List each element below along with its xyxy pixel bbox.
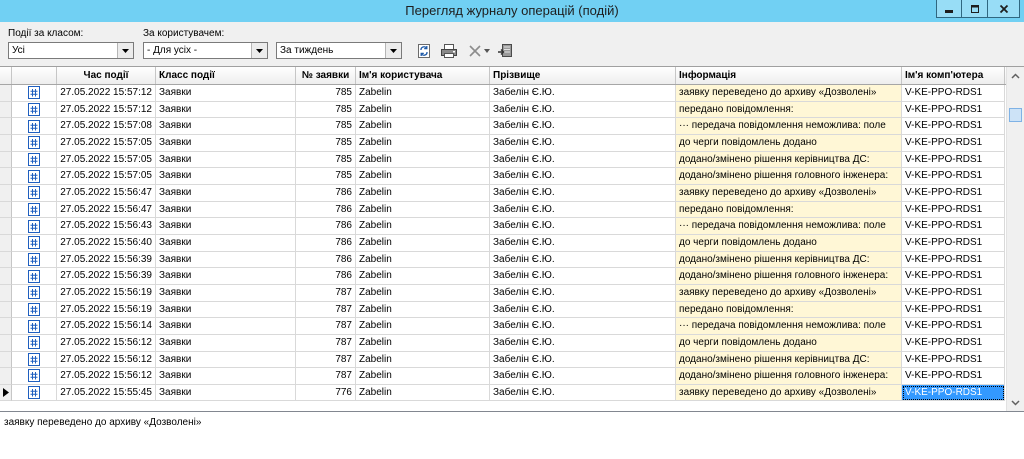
info-cell[interactable]: до черги повідомлень додано bbox=[676, 135, 902, 152]
class-cell[interactable]: Заявки bbox=[156, 168, 296, 185]
journal-entry-icon bbox=[28, 336, 40, 349]
row-icon-cell[interactable] bbox=[12, 152, 57, 169]
info-cell[interactable]: додано/змінено рішення головного інженера: bbox=[676, 368, 902, 385]
scroll-down-button[interactable] bbox=[1007, 394, 1024, 411]
user-name-cell[interactable]: Zabelin bbox=[356, 152, 490, 169]
computer-name-cell[interactable]: V-KE-PPO-RDS1 bbox=[902, 185, 1005, 202]
journal-entry-icon bbox=[28, 220, 40, 233]
info-cell[interactable]: передано повідомлення: bbox=[676, 302, 902, 319]
user-filter-select[interactable] bbox=[143, 42, 268, 59]
header-icon-cell bbox=[12, 67, 57, 84]
class-cell[interactable]: Заявки bbox=[156, 302, 296, 319]
table-row[interactable] bbox=[0, 302, 1006, 319]
computer-name-cell[interactable]: V-KE-PPO-RDS1 bbox=[902, 385, 1005, 402]
user-name-cell[interactable]: Zabelin bbox=[356, 235, 490, 252]
info-cell[interactable]: заявку переведено до архиву «Дозволені» bbox=[676, 185, 902, 202]
time-cell[interactable]: 27.05.2022 15:56:47 bbox=[57, 202, 156, 219]
table-row[interactable] bbox=[0, 268, 1006, 285]
row-icon-cell[interactable] bbox=[12, 252, 57, 269]
minimize-icon bbox=[944, 4, 954, 14]
events-grid[interactable] bbox=[0, 66, 1024, 411]
class-filter-select[interactable] bbox=[8, 42, 134, 59]
computer-name-cell[interactable]: V-KE-PPO-RDS1 bbox=[902, 285, 1005, 302]
row-icon-cell[interactable] bbox=[12, 235, 57, 252]
row-indicator[interactable] bbox=[0, 252, 12, 269]
chevron-down-icon bbox=[256, 49, 263, 53]
table-row[interactable] bbox=[0, 385, 1006, 402]
class-cell[interactable]: Заявки bbox=[156, 185, 296, 202]
computer-name-cell[interactable]: V-KE-PPO-RDS1 bbox=[902, 168, 1005, 185]
table-row[interactable] bbox=[0, 118, 1006, 135]
surname-cell[interactable]: Забелін Є.Ю. bbox=[490, 168, 676, 185]
table-row[interactable] bbox=[0, 185, 1006, 202]
class-cell[interactable]: Заявки bbox=[156, 368, 296, 385]
journal-entry-icon bbox=[28, 303, 40, 316]
journal-entry-icon bbox=[28, 270, 40, 283]
event-details-panel[interactable] bbox=[0, 411, 1024, 459]
close-icon bbox=[999, 4, 1009, 14]
table-row[interactable] bbox=[0, 335, 1006, 352]
surname-cell[interactable]: Забелін Є.Ю. bbox=[490, 318, 676, 335]
user-name-cell[interactable]: Zabelin bbox=[356, 268, 490, 285]
time-cell[interactable]: 27.05.2022 15:56:40 bbox=[57, 235, 156, 252]
row-indicator[interactable] bbox=[0, 335, 12, 352]
computer-name-cell[interactable]: V-KE-PPO-RDS1 bbox=[902, 318, 1005, 335]
user-name-cell[interactable]: Zabelin bbox=[356, 368, 490, 385]
chevron-down-icon bbox=[122, 49, 129, 53]
print-button[interactable] bbox=[439, 42, 458, 59]
time-cell[interactable]: 27.05.2022 15:57:08 bbox=[57, 118, 156, 135]
row-icon-cell[interactable] bbox=[12, 168, 57, 185]
request-number-cell[interactable]: 785 bbox=[296, 152, 356, 169]
row-icon-cell[interactable] bbox=[12, 285, 57, 302]
window-title: Перегляд журналу операцій (подій) bbox=[405, 3, 619, 18]
surname-cell[interactable]: Забелін Є.Ю. bbox=[490, 202, 676, 219]
row-indicator[interactable] bbox=[0, 218, 12, 235]
journal-entry-icon bbox=[28, 103, 40, 116]
user-filter-label: За користувачем: bbox=[143, 28, 225, 39]
info-cell[interactable]: додано/змінено рішення головного інженера: bbox=[676, 268, 902, 285]
surname-cell[interactable]: Забелін Є.Ю. bbox=[490, 102, 676, 119]
row-icon-cell[interactable] bbox=[12, 185, 57, 202]
class-cell[interactable]: Заявки bbox=[156, 318, 296, 335]
table-row[interactable] bbox=[0, 135, 1006, 152]
class-cell[interactable]: Заявки bbox=[156, 218, 296, 235]
class-cell[interactable]: Заявки bbox=[156, 352, 296, 369]
table-row[interactable] bbox=[0, 202, 1006, 219]
row-icon-cell[interactable] bbox=[12, 302, 57, 319]
surname-cell[interactable]: Забелін Є.Ю. bbox=[490, 302, 676, 319]
time-cell[interactable]: 27.05.2022 15:56:39 bbox=[57, 252, 156, 269]
request-number-cell[interactable]: 787 bbox=[296, 285, 356, 302]
table-row[interactable] bbox=[0, 218, 1006, 235]
table-row[interactable] bbox=[0, 352, 1006, 369]
computer-name-cell[interactable]: V-KE-PPO-RDS1 bbox=[902, 85, 1005, 102]
row-indicator[interactable] bbox=[0, 368, 12, 385]
chevron-down-icon bbox=[1011, 400, 1020, 406]
chevron-down-icon bbox=[390, 49, 397, 53]
computer-name-cell[interactable]: V-KE-PPO-RDS1 bbox=[902, 302, 1005, 319]
time-cell[interactable]: 27.05.2022 15:56:19 bbox=[57, 285, 156, 302]
request-number-cell[interactable]: 787 bbox=[296, 352, 356, 369]
user-name-cell[interactable]: Zabelin bbox=[356, 352, 490, 369]
info-cell[interactable]: заявку переведено до архиву «Дозволені» bbox=[676, 285, 902, 302]
row-indicator[interactable] bbox=[0, 302, 12, 319]
column-header-request-number[interactable]: № заявки bbox=[296, 67, 356, 84]
table-row[interactable] bbox=[0, 318, 1006, 335]
info-cell[interactable]: заявку переведено до архиву «Дозволені» bbox=[676, 385, 902, 402]
surname-cell[interactable]: Забелін Є.Ю. bbox=[490, 118, 676, 135]
print-icon bbox=[440, 43, 458, 59]
row-icon-cell[interactable] bbox=[12, 202, 57, 219]
grid-body bbox=[0, 85, 1006, 401]
grid-header bbox=[0, 67, 1006, 85]
chevron-down-icon bbox=[484, 49, 490, 53]
user-name-cell[interactable]: Zabelin bbox=[356, 118, 490, 135]
row-indicator[interactable] bbox=[0, 168, 12, 185]
period-filter-dropdown-button[interactable] bbox=[385, 43, 401, 58]
minimize-button[interactable] bbox=[936, 0, 962, 18]
journal-entry-icon bbox=[28, 386, 40, 399]
request-number-cell[interactable]: 787 bbox=[296, 318, 356, 335]
user-name-cell[interactable]: Zabelin bbox=[356, 218, 490, 235]
info-cell[interactable]: додано/змінено рішення керівництва ДС: bbox=[676, 152, 902, 169]
user-name-cell[interactable]: Zabelin bbox=[356, 168, 490, 185]
row-icon-cell[interactable] bbox=[12, 135, 57, 152]
delete-button[interactable] bbox=[466, 42, 492, 59]
info-cell[interactable]: заявку переведено до архиву «Дозволені» bbox=[676, 85, 902, 102]
row-indicator[interactable] bbox=[0, 185, 12, 202]
class-filter-label: Події за класом: bbox=[8, 28, 84, 39]
time-cell[interactable]: 27.05.2022 15:56:12 bbox=[57, 368, 156, 385]
computer-name-cell[interactable]: V-KE-PPO-RDS1 bbox=[902, 335, 1005, 352]
time-cell[interactable]: 27.05.2022 15:55:45 bbox=[57, 385, 156, 402]
surname-cell[interactable]: Забелін Є.Ю. bbox=[490, 252, 676, 269]
table-row[interactable] bbox=[0, 252, 1006, 269]
computer-name-cell[interactable]: V-KE-PPO-RDS1 bbox=[902, 152, 1005, 169]
journal-entry-icon bbox=[28, 236, 40, 249]
computer-name-cell[interactable]: V-KE-PPO-RDS1 bbox=[902, 118, 1005, 135]
time-cell[interactable]: 27.05.2022 15:56:19 bbox=[57, 302, 156, 319]
user-name-cell[interactable]: Zabelin bbox=[356, 185, 490, 202]
journal-entry-icon bbox=[28, 320, 40, 333]
user-name-cell[interactable]: Zabelin bbox=[356, 335, 490, 352]
journal-entry-icon bbox=[28, 253, 40, 266]
title-bar[interactable] bbox=[0, 0, 1024, 22]
row-icon-cell[interactable] bbox=[12, 352, 57, 369]
user-filter-dropdown-button[interactable] bbox=[251, 43, 267, 58]
request-number-cell[interactable]: 785 bbox=[296, 102, 356, 119]
time-cell[interactable]: 27.05.2022 15:56:39 bbox=[57, 268, 156, 285]
journal-entry-icon bbox=[28, 286, 40, 299]
maximize-icon bbox=[970, 4, 980, 14]
journal-entry-icon bbox=[28, 186, 40, 199]
time-cell[interactable]: 27.05.2022 15:57:05 bbox=[57, 168, 156, 185]
row-icon-cell[interactable] bbox=[12, 85, 57, 102]
chevron-up-icon bbox=[1011, 73, 1020, 79]
time-cell[interactable]: 27.05.2022 15:56:14 bbox=[57, 318, 156, 335]
scrollbar-thumb[interactable] bbox=[1009, 108, 1022, 122]
header-indicator-cell bbox=[0, 67, 12, 84]
request-number-cell[interactable]: 786 bbox=[296, 235, 356, 252]
surname-cell[interactable]: Забелін Є.Ю. bbox=[490, 335, 676, 352]
table-row[interactable] bbox=[0, 285, 1006, 302]
info-cell[interactable]: ··· передача повідомлення неможлива: поле bbox=[676, 318, 902, 335]
computer-name-cell[interactable]: V-KE-PPO-RDS1 bbox=[902, 268, 1005, 285]
row-icon-cell[interactable] bbox=[12, 102, 57, 119]
info-cell[interactable]: ··· передача повідомлення неможлива: поле bbox=[676, 118, 902, 135]
row-indicator[interactable] bbox=[0, 152, 12, 169]
column-header-user-name[interactable]: Ім'я користувача bbox=[356, 67, 490, 84]
request-number-cell[interactable]: 785 bbox=[296, 118, 356, 135]
export-button[interactable] bbox=[496, 42, 514, 59]
time-cell[interactable]: 27.05.2022 15:57:12 bbox=[57, 85, 156, 102]
time-cell[interactable]: 27.05.2022 15:56:43 bbox=[57, 218, 156, 235]
table-row[interactable] bbox=[0, 368, 1006, 385]
row-indicator[interactable] bbox=[0, 268, 12, 285]
class-cell[interactable]: Заявки bbox=[156, 385, 296, 402]
surname-cell[interactable]: Забелін Є.Ю. bbox=[490, 268, 676, 285]
row-icon-cell[interactable] bbox=[12, 335, 57, 352]
surname-cell[interactable]: Забелін Є.Ю. bbox=[490, 235, 676, 252]
row-indicator[interactable] bbox=[0, 102, 12, 119]
delete-icon bbox=[468, 44, 482, 58]
class-cell[interactable]: Заявки bbox=[156, 202, 296, 219]
journal-entry-icon bbox=[28, 86, 40, 99]
request-number-cell[interactable]: 776 bbox=[296, 385, 356, 402]
class-cell[interactable]: Заявки bbox=[156, 235, 296, 252]
computer-name-cell[interactable]: V-KE-PPO-RDS1 bbox=[902, 235, 1005, 252]
request-number-cell[interactable]: 785 bbox=[296, 85, 356, 102]
journal-entry-icon bbox=[28, 353, 40, 366]
maximize-button[interactable] bbox=[962, 0, 988, 18]
class-cell[interactable]: Заявки bbox=[156, 285, 296, 302]
scroll-up-button[interactable] bbox=[1007, 67, 1024, 84]
refresh-button[interactable] bbox=[415, 42, 433, 59]
grid-vertical-scrollbar[interactable] bbox=[1006, 67, 1024, 411]
info-cell[interactable]: ··· передача повідомлення неможлива: поле bbox=[676, 218, 902, 235]
user-name-cell[interactable]: Zabelin bbox=[356, 318, 490, 335]
surname-cell[interactable]: Забелін Є.Ю. bbox=[490, 218, 676, 235]
request-number-cell[interactable]: 786 bbox=[296, 202, 356, 219]
computer-name-cell[interactable]: V-KE-PPO-RDS1 bbox=[902, 202, 1005, 219]
request-number-cell[interactable]: 785 bbox=[296, 135, 356, 152]
row-indicator[interactable] bbox=[0, 135, 12, 152]
class-cell[interactable]: Заявки bbox=[156, 268, 296, 285]
surname-cell[interactable]: Забелін Є.Ю. bbox=[490, 85, 676, 102]
computer-name-cell[interactable]: V-KE-PPO-RDS1 bbox=[902, 135, 1005, 152]
request-number-cell[interactable]: 787 bbox=[296, 302, 356, 319]
row-indicator[interactable] bbox=[0, 85, 12, 102]
user-filter-value: - Для усіх - bbox=[147, 45, 198, 56]
computer-name-cell[interactable]: V-KE-PPO-RDS1 bbox=[902, 218, 1005, 235]
surname-cell[interactable]: Забелін Є.Ю. bbox=[490, 152, 676, 169]
period-filter-select[interactable] bbox=[276, 42, 402, 59]
class-cell[interactable]: Заявки bbox=[156, 85, 296, 102]
info-cell[interactable]: додано/змінено рішення керівництва ДС: bbox=[676, 252, 902, 269]
period-filter-value: За тиждень bbox=[280, 45, 334, 56]
request-number-cell[interactable]: 785 bbox=[296, 168, 356, 185]
request-number-cell[interactable]: 787 bbox=[296, 335, 356, 352]
computer-name-cell[interactable]: V-KE-PPO-RDS1 bbox=[902, 102, 1005, 119]
row-indicator[interactable] bbox=[0, 235, 12, 252]
refresh-icon bbox=[416, 43, 432, 59]
user-name-cell[interactable]: Zabelin bbox=[356, 252, 490, 269]
request-number-cell[interactable]: 787 bbox=[296, 368, 356, 385]
column-header-info[interactable]: Інформація bbox=[676, 67, 902, 84]
current-row-arrow-icon bbox=[3, 388, 9, 397]
time-cell[interactable]: 27.05.2022 15:56:12 bbox=[57, 352, 156, 369]
user-name-cell[interactable]: Zabelin bbox=[356, 202, 490, 219]
row-indicator[interactable] bbox=[0, 285, 12, 302]
time-cell[interactable]: 27.05.2022 15:57:05 bbox=[57, 135, 156, 152]
class-cell[interactable]: Заявки bbox=[156, 135, 296, 152]
request-number-cell[interactable]: 786 bbox=[296, 268, 356, 285]
info-cell[interactable]: додано/змінено рішення головного інженера: bbox=[676, 168, 902, 185]
table-row[interactable] bbox=[0, 85, 1006, 102]
info-cell[interactable]: до черги повідомлень додано bbox=[676, 335, 902, 352]
surname-cell[interactable]: Забелін Є.Ю. bbox=[490, 385, 676, 402]
journal-entry-icon bbox=[28, 136, 40, 149]
column-header-class[interactable]: Класс події bbox=[156, 67, 296, 84]
row-icon-cell[interactable] bbox=[12, 218, 57, 235]
row-icon-cell[interactable] bbox=[12, 318, 57, 335]
user-name-cell[interactable]: Zabelin bbox=[356, 302, 490, 319]
table-row[interactable] bbox=[0, 152, 1006, 169]
table-row[interactable] bbox=[0, 168, 1006, 185]
surname-cell[interactable]: Забелін Є.Ю. bbox=[490, 368, 676, 385]
export-icon bbox=[497, 43, 513, 59]
journal-entry-icon bbox=[28, 203, 40, 216]
request-number-cell[interactable]: 786 bbox=[296, 185, 356, 202]
row-icon-cell[interactable] bbox=[12, 368, 57, 385]
class-cell[interactable]: Заявки bbox=[156, 335, 296, 352]
surname-cell[interactable]: Забелін Є.Ю. bbox=[490, 285, 676, 302]
column-header-surname[interactable]: Прізвище bbox=[490, 67, 676, 84]
user-name-cell[interactable]: Zabelin bbox=[356, 102, 490, 119]
time-cell[interactable]: 27.05.2022 15:57:05 bbox=[57, 152, 156, 169]
time-cell[interactable]: 27.05.2022 15:56:12 bbox=[57, 335, 156, 352]
class-cell[interactable]: Заявки bbox=[156, 152, 296, 169]
class-filter-value: Усі bbox=[12, 45, 25, 56]
user-name-cell[interactable]: Zabelin bbox=[356, 85, 490, 102]
surname-cell[interactable]: Забелін Є.Ю. bbox=[490, 135, 676, 152]
info-cell[interactable]: додано/змінено рішення керівництва ДС: bbox=[676, 352, 902, 369]
journal-entry-icon bbox=[28, 369, 40, 382]
info-cell[interactable]: передано повідомлення: bbox=[676, 102, 902, 119]
computer-name-cell[interactable]: V-KE-PPO-RDS1 bbox=[902, 352, 1005, 369]
computer-name-cell[interactable]: V-KE-PPO-RDS1 bbox=[902, 368, 1005, 385]
table-row[interactable] bbox=[0, 102, 1006, 119]
surname-cell[interactable]: Забелін Є.Ю. bbox=[490, 185, 676, 202]
class-cell[interactable]: Заявки bbox=[156, 118, 296, 135]
class-cell[interactable]: Заявки bbox=[156, 102, 296, 119]
class-filter-dropdown-button[interactable] bbox=[117, 43, 133, 58]
column-header-computer-name[interactable]: Ім'я комп'ютера bbox=[902, 67, 1005, 84]
event-details-text: заявку переведено до архиву «Дозволені» bbox=[4, 417, 202, 428]
surname-cell[interactable]: Забелін Є.Ю. bbox=[490, 352, 676, 369]
column-header-time[interactable]: Час події bbox=[57, 67, 156, 84]
table-row[interactable] bbox=[0, 235, 1006, 252]
row-icon-cell[interactable] bbox=[12, 118, 57, 135]
journal-entry-icon bbox=[28, 153, 40, 166]
time-cell[interactable]: 27.05.2022 15:57:12 bbox=[57, 102, 156, 119]
computer-name-cell[interactable]: V-KE-PPO-RDS1 bbox=[902, 252, 1005, 269]
journal-entry-icon bbox=[28, 170, 40, 183]
info-cell[interactable]: передано повідомлення: bbox=[676, 202, 902, 219]
user-name-cell[interactable]: Zabelin bbox=[356, 135, 490, 152]
journal-entry-icon bbox=[28, 120, 40, 133]
request-number-cell[interactable]: 786 bbox=[296, 218, 356, 235]
row-indicator[interactable] bbox=[0, 385, 12, 402]
user-name-cell[interactable]: Zabelin bbox=[356, 385, 490, 402]
request-number-cell[interactable]: 786 bbox=[296, 252, 356, 269]
time-cell[interactable]: 27.05.2022 15:56:47 bbox=[57, 185, 156, 202]
class-cell[interactable]: Заявки bbox=[156, 252, 296, 269]
close-button[interactable] bbox=[988, 0, 1020, 18]
row-icon-cell[interactable] bbox=[12, 268, 57, 285]
row-indicator[interactable] bbox=[0, 352, 12, 369]
row-indicator[interactable] bbox=[0, 318, 12, 335]
row-indicator[interactable] bbox=[0, 202, 12, 219]
row-icon-cell[interactable] bbox=[12, 385, 57, 402]
row-indicator[interactable] bbox=[0, 118, 12, 135]
user-name-cell[interactable]: Zabelin bbox=[356, 285, 490, 302]
info-cell[interactable]: до черги повідомлень додано bbox=[676, 235, 902, 252]
